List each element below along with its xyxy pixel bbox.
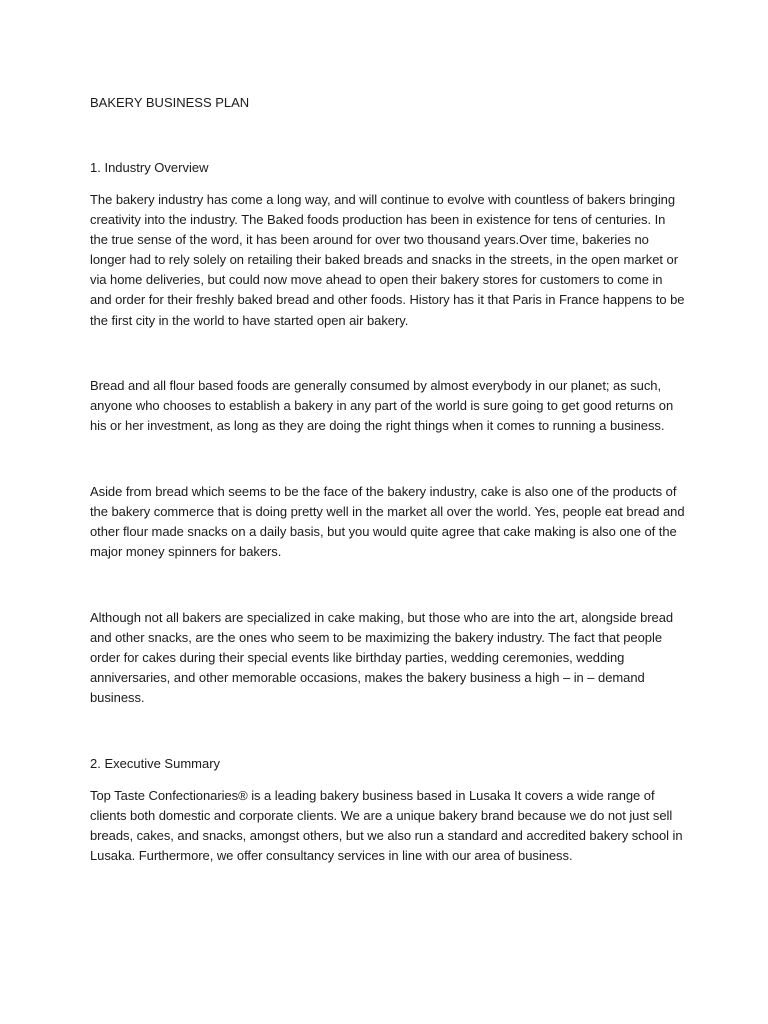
paragraph-industry-history: The bakery industry has come a long way, and will continue to evolve with countless of bakers bringing creativity into the industry. The Baked foods production has been in existence for tens of centuries. In the true sense of the word, it has been around for over two thousand years.Over time, bakeries no longer had to rely solely on retailing their baked breads and snacks in the streets, in the open market or via home deliveries, but could now move ahead to open their bakery stores for customers to come in and order for their freshly baked bread and other foods. History has it that Paris in France happens to be the first city in the world to have started open air bakery. <box>90 192 685 328</box>
paragraph-cake-products: Aside from bread which seems to be the face of the bakery industry, cake is also one of the products of the bakery commerce that is doing pretty well in the market all over the world. Yes, people eat bread and other flour made snacks on a daily basis, but you would quite agree that cake making is also one of the major money spinners for bakers. <box>90 484 685 560</box>
paragraph-cake-specialists: Although not all bakers are specialized in cake making, but those who are into the art, alongside bread and other snacks, are the ones who seem to be maximizing the bakery industry. The fact that people order for cakes during their special events like birthday parties, wedding ceremonies, wedding anniversaries, and other memorable occasions, makes the bakery business a high – in – demand business. <box>90 610 674 706</box>
section-heading-industry-overview: 1. Industry Overview <box>90 160 209 175</box>
paragraph-executive-summary: Top Taste Confectionaries® is a leading bakery business based in Lusaka It covers a wide range of clients both domestic and corporate clients. We are a unique bakery brand because we do not just sell breads, cakes, and snacks, amongst others, but we also run a standard and accredited bakery school in Lusaka. Furthermore, we offer consultancy services in line with our area of business. <box>90 788 683 864</box>
document-title: BAKERY BUSINESS PLAN <box>90 95 250 110</box>
paragraph-flour-foods: Bread and all flour based foods are generally consumed by almost everybody in our planet; as such, anyone who chooses to establish a bakery in any part of the world is sure going to get good returns on his or her investment, as long as they are doing the right things when it comes to running a business. <box>90 378 674 434</box>
section-heading-executive-summary: 2. Executive Summary <box>90 756 221 771</box>
